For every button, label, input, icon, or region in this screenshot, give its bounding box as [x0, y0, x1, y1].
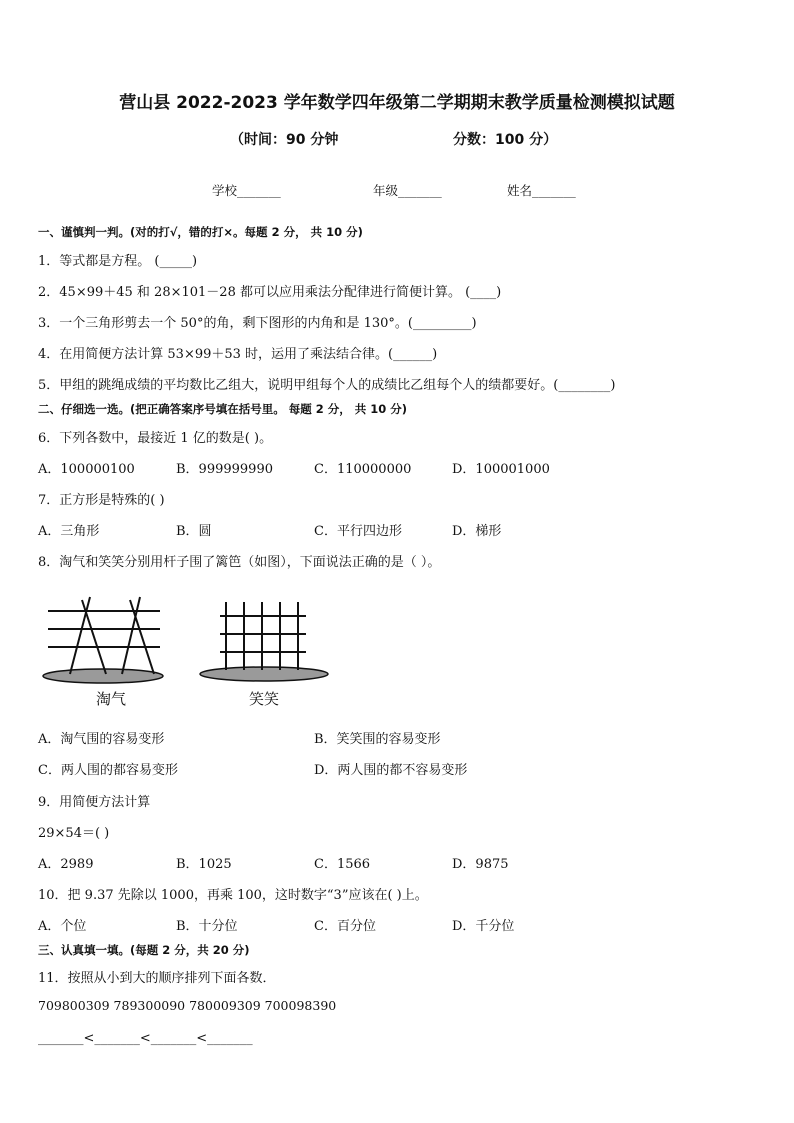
question-9-option-c: C．1566	[314, 857, 371, 872]
question-10-option-a: A．个位	[38, 919, 87, 934]
question-11-answer-line: _______<_______<_______<_______	[38, 1031, 253, 1046]
section3-heading: 三、认真填一填。(每题 2 分，共 20 分)	[38, 943, 250, 957]
question-7-option-c: C．平行四边形	[314, 524, 402, 539]
question-8-option-a: A．淘气围的容易变形	[38, 732, 165, 747]
taoqi-fence-figure	[40, 592, 170, 692]
question-1: 1．等式都是方程。 (_____)	[38, 254, 198, 269]
question-8-option-d: D．两人围的都不容易变形	[314, 763, 468, 778]
question-7-option-a: A．三角形	[38, 524, 100, 539]
question-6-option-d: D．100001000	[452, 462, 550, 477]
question-8-option-b: B．笑笑围的容易变形	[314, 732, 441, 747]
question-6-stem: 6．下列各数中，最接近 1 亿的数是( )。	[38, 431, 273, 446]
xiaoxiao-label: 笑笑	[249, 690, 280, 708]
fence-ground-shadow	[43, 669, 163, 683]
fence-ground-shadow	[200, 667, 328, 681]
question-8-stem: 8．淘气和笑笑分别用杆子围了篱笆（如图），下面说法正确的是（ ）。	[38, 555, 441, 570]
exam-score: 分数：100 分）	[453, 132, 558, 148]
question-10-option-b: B．十分位	[176, 919, 238, 934]
grade-field: 年级_______	[373, 183, 442, 198]
question-9-option-a: A．2989	[38, 857, 94, 872]
fence-pole	[70, 597, 90, 674]
taoqi-label: 淘气	[96, 690, 127, 708]
question-4: 4．在用简便方法计算 53×99＋53 时，运用了乘法结合律。(______)	[38, 347, 438, 362]
question-3: 3．一个三角形剪去一个 50°的角，剩下图形的内角和是 130°。(_________)	[38, 316, 477, 331]
question-9-expression: 29×54＝( )	[38, 826, 110, 841]
question-7-option-b: B．圆	[176, 524, 212, 539]
question-6-option-c: C．110000000	[314, 462, 412, 477]
question-8-option-c: C．两人围的都容易变形	[38, 763, 178, 778]
question-6-option-b: B．999999990	[176, 462, 273, 477]
question-9-option-d: D．9875	[452, 857, 509, 872]
question-10-option-c: C．百分位	[314, 919, 376, 934]
question-7-option-d: D．梯形	[452, 524, 502, 539]
question-10-stem: 10．把 9.37 先除以 1000，再乘 100，这时数字“3”应该在( )上。	[38, 888, 428, 903]
xiaoxiao-fence-figure	[198, 598, 333, 684]
question-9-option-b: B．1025	[176, 857, 232, 872]
question-5: 5．甲组的跳绳成绩的平均数比乙组大，说明甲组每个人的成绩比乙组每个人的绩都要好。(________)	[38, 378, 616, 393]
question-7-stem: 7．正方形是特殊的( )	[38, 493, 165, 508]
question-2: 2．45×99＋45 和 28×101－28 都可以应用乘法分配律进行简便计算。 (____)	[38, 285, 502, 300]
section2-heading: 二、仔细选一选。(把正确答案序号填在括号里。 每题 2 分， 共 10 分)	[38, 402, 408, 416]
section1-heading: 一、谨慎判一判。(对的打√，错的打×。每题 2 分， 共 10 分)	[38, 225, 363, 239]
fence-pole	[122, 597, 140, 674]
question-10-option-d: D．千分位	[452, 919, 515, 934]
question-6-option-a: A．100000100	[38, 462, 135, 477]
school-field: 学校_______	[212, 183, 281, 198]
exam-title: 营山县 2022-2023 学年数学四年级第二学期期末教学质量检测模拟试题	[119, 93, 675, 113]
question-11-numbers: 709800309 789300090 780009309 700098390	[38, 998, 337, 1013]
name-field: 姓名_______	[507, 183, 576, 198]
question-9-stem: 9．用简便方法计算	[38, 795, 151, 810]
question-11-stem: 11．按照从小到大的顺序排列下面各数．	[38, 971, 276, 986]
exam-time: （时间：90 分钟	[230, 132, 339, 148]
